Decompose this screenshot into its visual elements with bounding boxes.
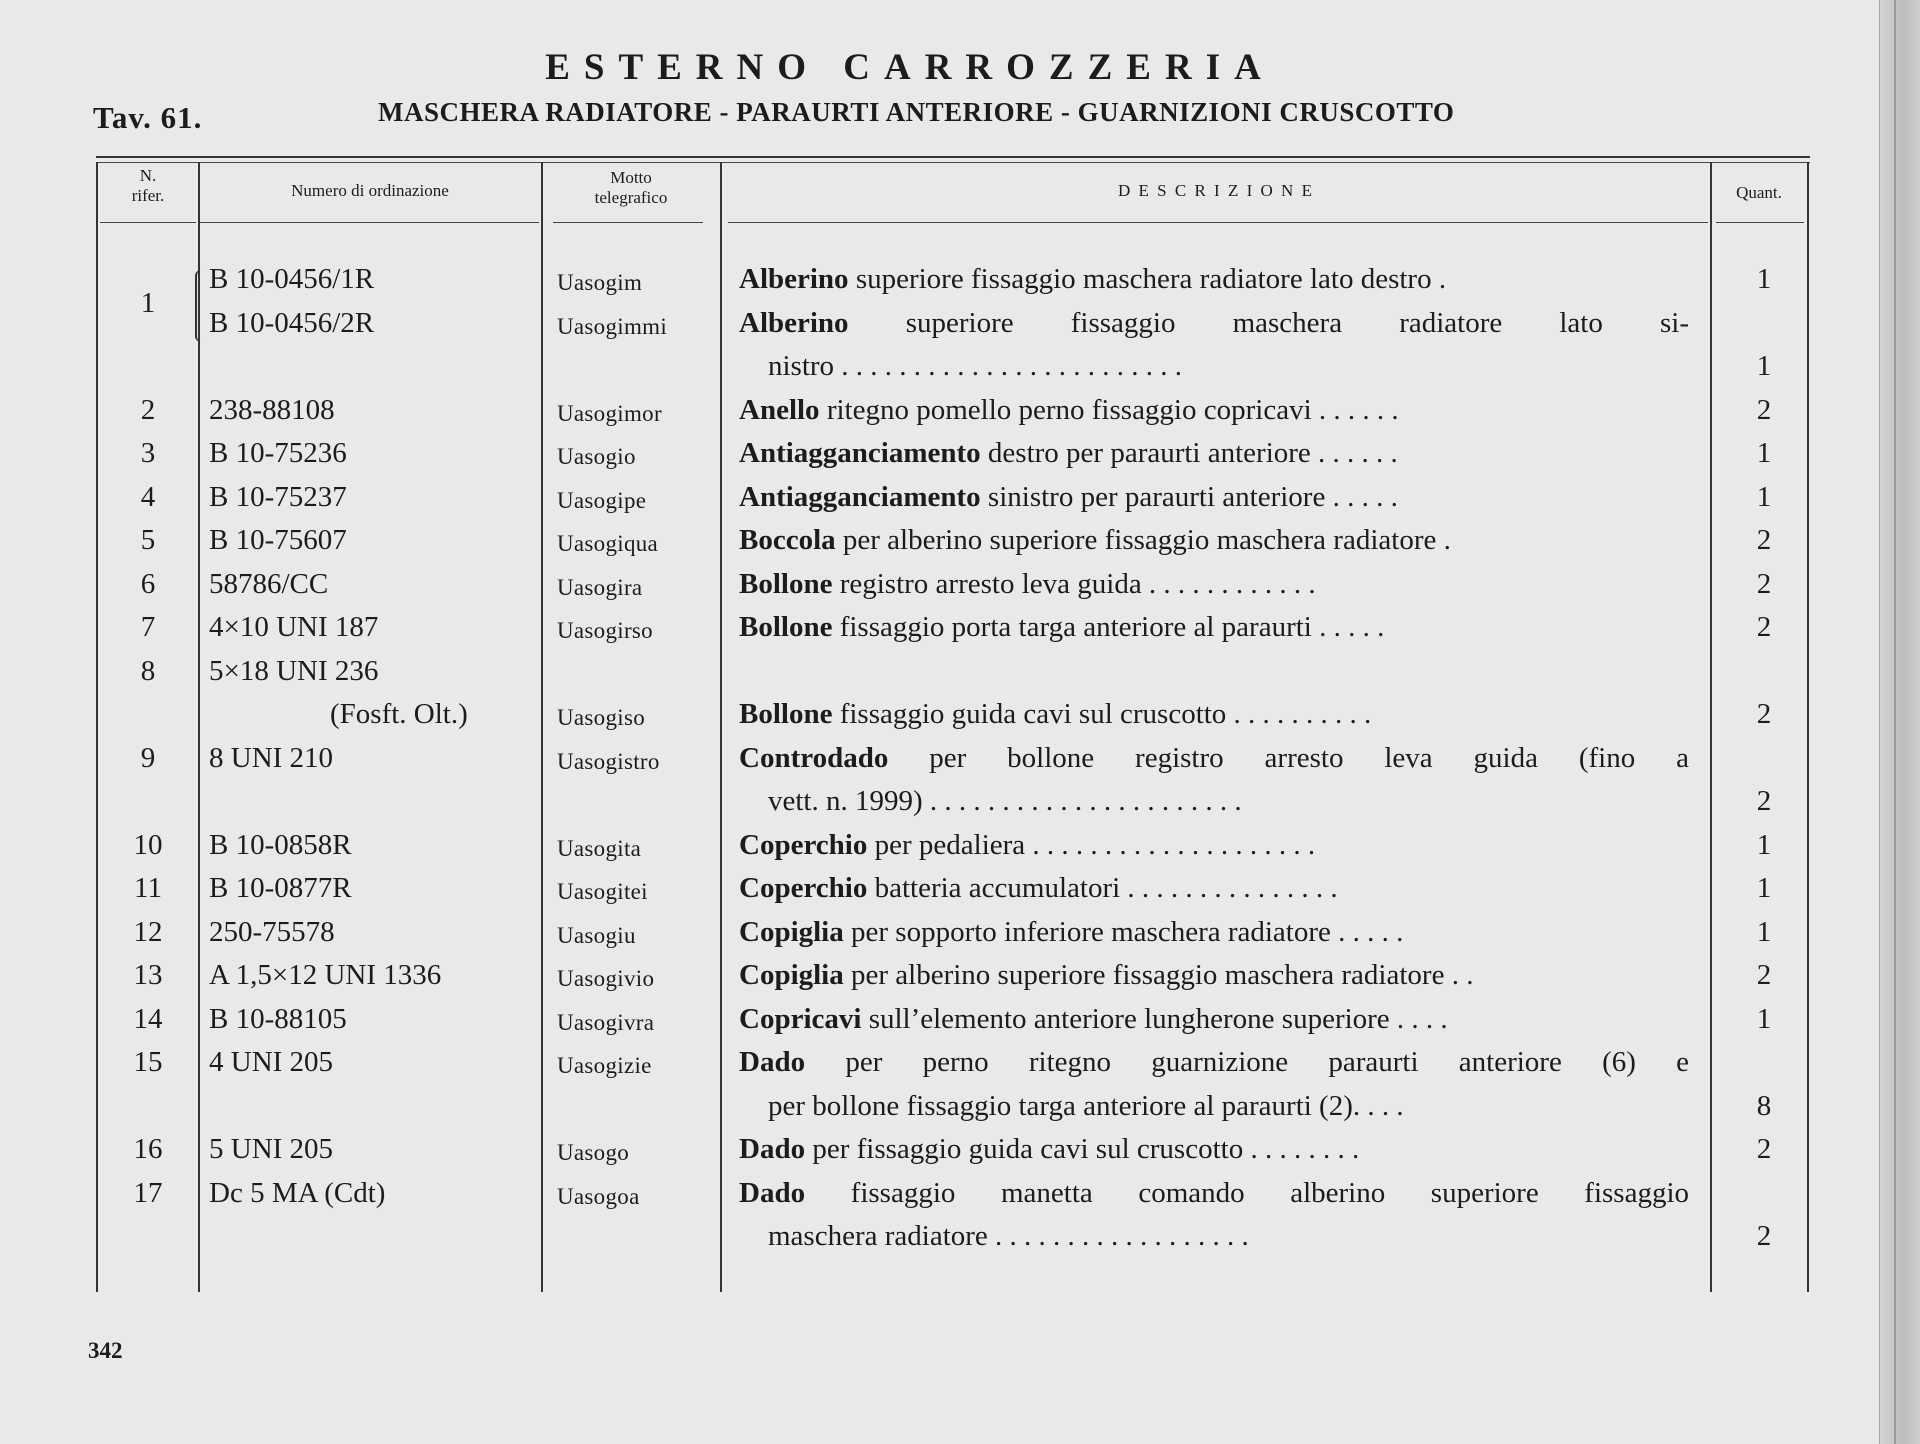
top-rule-thin bbox=[96, 162, 1810, 163]
table-row bbox=[0, 998, 1920, 1042]
row-description-text: per sopporto inferiore maschera radiatore . . . . . bbox=[851, 915, 1404, 948]
header-ref-line1: N. bbox=[139, 166, 157, 185]
row-quantity: 2 bbox=[1756, 1133, 1772, 1165]
parts-table bbox=[0, 258, 1920, 1259]
top-rule bbox=[96, 156, 1810, 158]
row-description-keyword: Controdado bbox=[739, 741, 889, 774]
table-row bbox=[0, 824, 1920, 868]
row-description-text: sinistro per paraurti anteriore . . . . . bbox=[987, 480, 1398, 513]
row-quantity: 2 bbox=[1756, 1220, 1772, 1252]
row-quantity: 2 bbox=[1756, 785, 1772, 817]
row-quantity: 1 bbox=[1756, 872, 1772, 904]
row-description bbox=[739, 958, 1689, 992]
row-description-keyword: Dado bbox=[739, 1133, 806, 1165]
row-order-number: 250-75578 bbox=[209, 915, 335, 948]
row-order-number: 5×18 UNI 236 bbox=[209, 654, 379, 687]
row-description-text: per perno ritegno guarnizione paraurti anteriore (6) e bbox=[845, 1046, 1689, 1078]
row-telegraphic-code: Uasogiso bbox=[557, 705, 646, 730]
row-quantity: 1 bbox=[1756, 350, 1772, 382]
row-quantity: 1 bbox=[1756, 828, 1772, 861]
row-description-text: per fissaggio guida cavi sul cruscotto . . . . . . . . bbox=[812, 1133, 1360, 1165]
table-row bbox=[0, 1215, 1920, 1259]
row-quantity: 2 bbox=[1756, 698, 1772, 730]
row-description bbox=[768, 349, 1689, 383]
row-order-number: B 10-75607 bbox=[209, 524, 347, 556]
row-telegraphic-code: Uasogimmi bbox=[557, 313, 668, 339]
row-order-number: B 10-75237 bbox=[209, 480, 347, 513]
header-underline bbox=[553, 222, 703, 223]
row-quantity: 1 bbox=[1756, 480, 1772, 513]
row-description bbox=[739, 262, 1689, 296]
row-description-keyword: Alberino bbox=[739, 306, 849, 339]
row-order-number: B 10-0858R bbox=[209, 828, 352, 861]
row-description-keyword: Coperchio bbox=[739, 872, 868, 904]
header-underline bbox=[728, 222, 1708, 223]
row-description bbox=[768, 784, 1689, 818]
row-quantity: 2 bbox=[1756, 524, 1772, 556]
row-description-keyword: Copiglia bbox=[739, 959, 844, 991]
row-ref-number: 4 bbox=[140, 480, 156, 513]
row-ref-number: 9 bbox=[140, 741, 156, 774]
row-order-number: 4×10 UNI 187 bbox=[209, 611, 379, 643]
row-ref-number: 1 bbox=[140, 287, 156, 319]
row-description-text: fissaggio manetta comando alberino superiore fissaggio bbox=[850, 1176, 1690, 1209]
row-description-text: per bollone registro arresto leva guida (fino a bbox=[929, 741, 1689, 774]
row-description-text: per alberino superiore fissaggio maschera radiatore . . bbox=[851, 959, 1474, 991]
row-description bbox=[768, 1219, 1689, 1253]
table-row bbox=[0, 519, 1920, 563]
row-quantity: 2 bbox=[1756, 393, 1772, 426]
row-description bbox=[739, 915, 1689, 949]
row-order-number: B 10-88105 bbox=[209, 1002, 347, 1035]
table-row bbox=[0, 345, 1920, 389]
row-order-number: A 1,5×12 UNI 1336 bbox=[209, 959, 442, 991]
table-row bbox=[0, 1128, 1920, 1172]
table-row bbox=[0, 389, 1920, 433]
row-description-keyword: Bollone bbox=[739, 698, 833, 730]
row-quantity: 2 bbox=[1756, 611, 1772, 643]
row-ref-number: 8 bbox=[140, 654, 156, 687]
row-ref-number: 12 bbox=[133, 915, 163, 948]
table-number: Tav. 61. bbox=[93, 100, 203, 135]
header-order-number: Numero di ordinazione bbox=[291, 181, 449, 200]
row-telegraphic-code: Uasogirso bbox=[557, 618, 653, 643]
row-description bbox=[739, 1002, 1689, 1036]
header-ref-line2: rifer. bbox=[131, 186, 165, 205]
row-quantity: 8 bbox=[1756, 1089, 1772, 1122]
row-order-number: (Fosft. Olt.) bbox=[330, 698, 468, 730]
row-order-number: Dc 5 MA (Cdt) bbox=[209, 1176, 386, 1209]
row-description-text: superiore fissaggio maschera radiatore lato destro . bbox=[855, 263, 1447, 295]
table-row bbox=[0, 606, 1920, 650]
row-order-number: 4 UNI 205 bbox=[209, 1046, 334, 1078]
row-telegraphic-code: Uasogitei bbox=[557, 879, 648, 904]
row-description-keyword: Copiglia bbox=[739, 915, 844, 948]
table-row bbox=[0, 563, 1920, 607]
row-telegraphic-code: Uasogoa bbox=[557, 1183, 640, 1209]
row-description-text: sull’elemento anteriore lungherone superiore . . . . bbox=[868, 1002, 1448, 1035]
row-description-keyword: Dado bbox=[739, 1176, 806, 1209]
row-description bbox=[739, 697, 1689, 731]
table-row bbox=[0, 432, 1920, 476]
row-description-text: per alberino superiore fissaggio maschera radiatore . bbox=[842, 524, 1451, 556]
row-telegraphic-code: Uasogiqua bbox=[557, 531, 659, 556]
table-row bbox=[0, 1172, 1920, 1216]
row-telegraphic-code: Uasogira bbox=[557, 574, 643, 600]
row-description-keyword: Dado bbox=[739, 1046, 806, 1078]
row-description bbox=[739, 436, 1689, 470]
row-ref-number: 2 bbox=[140, 393, 156, 426]
row-ref-number: 10 bbox=[133, 828, 163, 861]
row-ref-number: 14 bbox=[133, 1002, 163, 1035]
table-row bbox=[0, 693, 1920, 737]
row-description-text: fissaggio porta targa anteriore al paraurti . . . . . bbox=[839, 611, 1385, 643]
row-telegraphic-code: Uasogimor bbox=[557, 400, 662, 426]
page-title: ESTERNO CARROZZERIA bbox=[545, 47, 1275, 88]
row-description-text: batteria accumulatori . . . . . . . . . . . . . . . bbox=[874, 872, 1338, 904]
row-description bbox=[739, 1045, 1689, 1079]
row-description bbox=[739, 1132, 1689, 1166]
row-description bbox=[739, 567, 1689, 601]
row-description-keyword: Copricavi bbox=[739, 1002, 862, 1035]
row-telegraphic-code: Uasogivra bbox=[557, 1009, 655, 1035]
row-ref-number: 17 bbox=[133, 1176, 163, 1209]
row-telegraphic-code: Uasogiu bbox=[557, 922, 636, 948]
row-description bbox=[739, 828, 1689, 862]
row-description-text: ritegno pomello perno fissaggio copricavi . . . . . . bbox=[826, 393, 1399, 426]
table-row bbox=[0, 302, 1920, 346]
row-order-number: 238-88108 bbox=[209, 393, 335, 426]
table-row bbox=[0, 1085, 1920, 1129]
row-description-keyword: Coperchio bbox=[739, 828, 868, 861]
row-ref-number: 5 bbox=[140, 524, 156, 556]
row-description bbox=[739, 1176, 1689, 1210]
row-quantity: 1 bbox=[1756, 1002, 1772, 1035]
row-ref-number: 6 bbox=[140, 567, 156, 600]
page-number: 342 bbox=[88, 1338, 123, 1363]
row-quantity: 1 bbox=[1756, 915, 1772, 948]
row-description bbox=[739, 523, 1689, 557]
row-description-keyword: Antiagganciamento bbox=[739, 437, 981, 469]
row-description-keyword: Bollone bbox=[739, 567, 833, 600]
row-ref-number: 7 bbox=[140, 611, 156, 643]
table-row bbox=[0, 1041, 1920, 1085]
header-motto bbox=[543, 168, 719, 208]
row-telegraphic-code: Uasogio bbox=[557, 444, 636, 469]
row-order-number: 5 UNI 205 bbox=[209, 1133, 334, 1165]
row-ref-number: 16 bbox=[133, 1133, 163, 1165]
row-description bbox=[739, 610, 1689, 644]
row-ref-number: 15 bbox=[133, 1046, 163, 1078]
row-description bbox=[739, 480, 1689, 514]
row-description bbox=[768, 1089, 1689, 1123]
row-description bbox=[739, 871, 1689, 905]
row-order-number: 8 UNI 210 bbox=[209, 741, 334, 774]
row-order-number: B 10-0456/1R bbox=[209, 263, 375, 295]
row-description-text: superiore fissaggio maschera radiatore lato si- bbox=[905, 306, 1689, 339]
table-row bbox=[0, 258, 1920, 319]
table-row bbox=[0, 911, 1920, 955]
row-description bbox=[739, 741, 1689, 775]
row-description bbox=[739, 306, 1689, 340]
row-telegraphic-code: Uasogo bbox=[557, 1140, 630, 1165]
table-row bbox=[0, 476, 1920, 520]
header-underline bbox=[1716, 222, 1804, 223]
row-description-text: vett. n. 1999) . . . . . . . . . . . . . . . . . . . . . . bbox=[768, 785, 1242, 817]
row-order-number: B 10-0877R bbox=[209, 872, 352, 904]
page-subtitle: MASCHERA RADIATORE - PARAURTI ANTERIORE - GUARNIZIONI CRUSCOTTO bbox=[378, 97, 1455, 127]
table-row bbox=[0, 780, 1920, 824]
row-ref-number: 11 bbox=[134, 872, 162, 904]
row-telegraphic-code: Uasogizie bbox=[557, 1053, 652, 1078]
row-quantity: 2 bbox=[1756, 959, 1772, 991]
header-description: D E S C R I Z I O N E bbox=[1118, 181, 1314, 200]
table-row bbox=[0, 650, 1920, 694]
row-description-text: registro arresto leva guida . . . . . . . . . . . . bbox=[839, 567, 1316, 600]
header-underline bbox=[200, 222, 539, 223]
row-telegraphic-code: Uasogita bbox=[557, 835, 642, 861]
row-telegraphic-code: Uasogim bbox=[557, 270, 643, 295]
header-motto-line1: Motto bbox=[610, 168, 652, 187]
row-description-text: nistro . . . . . . . . . . . . . . . . . . . . . . . . bbox=[768, 350, 1183, 382]
row-order-number: B 10-75236 bbox=[209, 437, 347, 469]
row-description-keyword: Boccola bbox=[739, 524, 836, 556]
header-ref bbox=[98, 166, 198, 206]
table-row bbox=[0, 954, 1920, 998]
table-row bbox=[0, 867, 1920, 911]
row-description-text: destro per paraurti anteriore . . . . . . bbox=[987, 437, 1398, 469]
header-quantity: Quant. bbox=[1736, 183, 1782, 202]
row-description-keyword: Bollone bbox=[739, 611, 833, 643]
row-description-keyword: Anello bbox=[739, 393, 820, 426]
row-description bbox=[739, 393, 1689, 427]
row-quantity: 1 bbox=[1756, 263, 1772, 295]
header-motto-line2: telegrafico bbox=[594, 188, 668, 207]
row-ref-number: 13 bbox=[133, 959, 163, 991]
row-quantity: 1 bbox=[1756, 437, 1772, 469]
row-telegraphic-code: Uasogistro bbox=[557, 748, 660, 774]
row-telegraphic-code: Uasogipe bbox=[557, 487, 647, 513]
header-underline bbox=[100, 222, 196, 223]
row-description-text: per pedaliera . . . . . . . . . . . . . . . . . . . . bbox=[874, 828, 1316, 861]
row-order-number: 58786/CC bbox=[209, 567, 329, 600]
table-row bbox=[0, 737, 1920, 781]
row-order-number: B 10-0456/2R bbox=[209, 306, 375, 339]
row-description-text: maschera radiatore . . . . . . . . . . . . . . . . . . bbox=[768, 1220, 1249, 1252]
row-description-text: per bollone fissaggio targa anteriore al paraurti (2). . . . bbox=[768, 1089, 1404, 1122]
row-quantity: 2 bbox=[1756, 567, 1772, 600]
row-description-keyword: Alberino bbox=[739, 263, 849, 295]
row-description-text: fissaggio guida cavi sul cruscotto . . . . . . . . . . bbox=[839, 698, 1372, 730]
row-description-keyword: Antiagganciamento bbox=[739, 480, 981, 513]
row-ref-number: 3 bbox=[140, 437, 156, 469]
row-telegraphic-code: Uasogivio bbox=[557, 966, 655, 991]
